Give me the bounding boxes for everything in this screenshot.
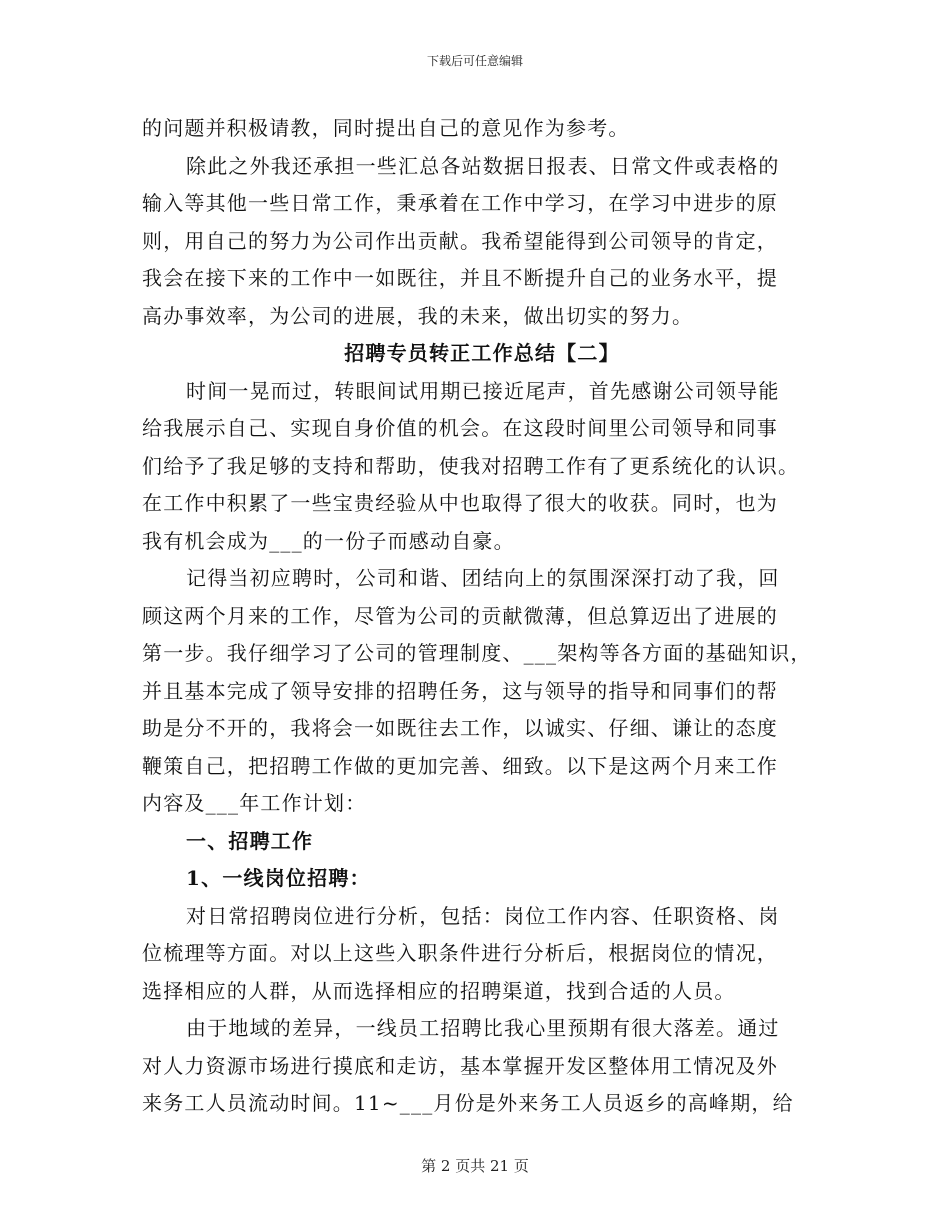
paragraph-line: 时间一晃而过，转眼间试用期已接近尾声，首先感谢公司领导能: [186, 378, 780, 403]
paragraph-line: 在工作中积累了一些宝贵经验从中也取得了很大的收获。同时，也为: [142, 491, 778, 515]
paragraph-line: 记得当初应聘时，公司和谐、团结向上的氛围深深打动了我，回: [186, 566, 780, 590]
paragraph-line: 由于地域的差异，一线员工招聘比我心里预期有很大落差。通过: [186, 1016, 780, 1040]
paragraph-line: 内容及___年工作计划：: [142, 791, 367, 815]
paragraph-line: 助是分不开的，我将会一如既往去工作，以诚实、仔细、谦让的态度: [142, 716, 778, 740]
paragraph-line: 顾这两个月来的工作，尽管为公司的贡献微薄，但总算迈出了进展的: [142, 603, 778, 628]
paragraph-line: 鞭策自己，把招聘工作做的更加完善、细致。以下是这两个月来工作: [142, 753, 778, 778]
paragraph-line: 选择相应的人群，从而选择相应的招聘渠道，找到合适的人员。: [142, 978, 736, 1003]
paragraph-line: 的问题并积极请教，同时提出自己的意见作为参考。: [142, 116, 630, 140]
paragraph-line: 则，用自己的努力为公司作出贡献。我希望能得到公司领导的肯定，: [142, 228, 778, 253]
paragraph-line: 们给予了我足够的支持和帮助，使我对招聘工作有了更系统化的认识。: [142, 453, 800, 478]
page-header: 下载后可任意编辑: [426, 54, 523, 68]
paragraph-line: 对人力资源市场进行摸底和走访，基本掌握开发区整体用工情况及外: [142, 1053, 778, 1078]
paragraph-line: 除此之外我还承担一些汇总各站数据日报表、日常文件或表格的: [186, 153, 780, 178]
page-footer: 第 2 页共 21 页: [421, 1157, 529, 1175]
section-title: 招聘专员转正工作总结【二】: [344, 341, 620, 365]
paragraph-line: 我会在接下来的工作中一如既往，并且不断提升自己的业务水平，提: [142, 266, 778, 290]
paragraph-line: 并且基本完成了领导安排的招聘任务，这与领导的指导和同事们的帮: [142, 678, 778, 703]
subsection-heading: 一、招聘工作: [186, 828, 314, 853]
paragraph-line: 高办事效率，为公司的进展，我的未来，做出切实的努力。: [142, 303, 694, 328]
paragraph-line: 第一步。我仔细学习了公司的管理制度、___架构等各方面的基础知识，: [142, 641, 812, 665]
paragraph-line: 给我展示自己、实现自身价值的机会。在这段时间里公司领导和同事: [142, 416, 778, 440]
subsection-heading: 1、一线岗位招聘：: [186, 866, 371, 890]
document-body: [142, 110, 822, 1123]
paragraph-line: 我有机会成为___的一份子而感动自豪。: [142, 528, 515, 553]
paragraph-line: 对日常招聘岗位进行分析，包括：岗位工作内容、任职资格、岗: [186, 903, 780, 928]
paragraph-line: 位梳理等方面。对以上这些入职条件进行分析后，根据岗位的情况，: [142, 941, 778, 965]
paragraph-line: 输入等其他一些日常工作，秉承着在工作中学习，在学习中进步的原: [142, 191, 778, 215]
paragraph-line: 来务工人员流动时间。11~___月份是外来务工人员返乡的高峰期，给: [142, 1091, 794, 1115]
